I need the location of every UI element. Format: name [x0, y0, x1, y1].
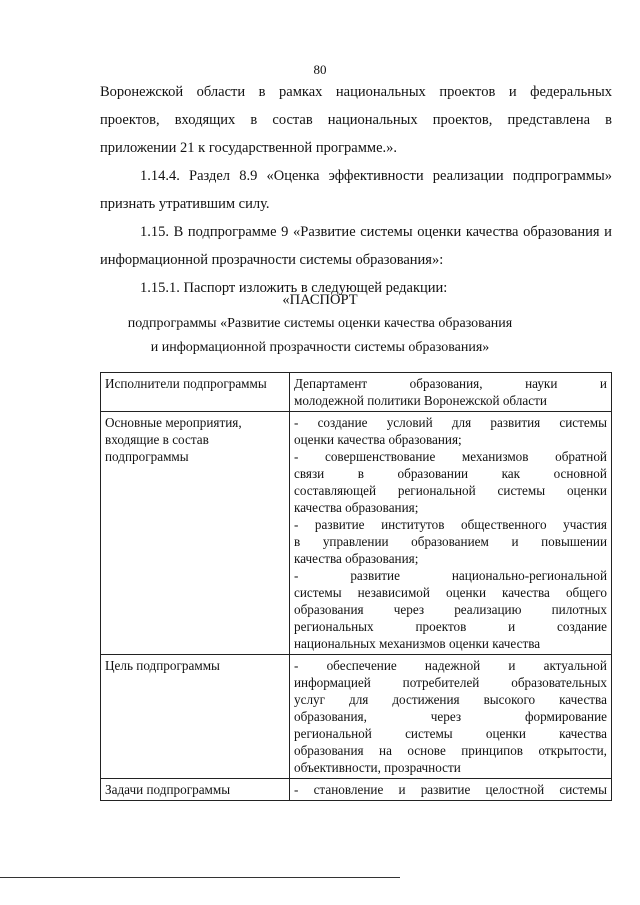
passport-subtitle-line-2: и информационной прозрачности системы образования» [150, 340, 490, 355]
row-label: Цель подпрограммы [101, 655, 290, 779]
table-row [101, 779, 612, 801]
row-content: - обеспечение надежной и актуальной информацией потребителей образовательных услуг для достижения высокого качества образования, через формирование региональной системы оценки качества образования на основе принципов открытости, объективности, прозрачности [290, 655, 612, 779]
paragraph-line: проектов, входящих в состав национальных проектов, представлена в [100, 112, 612, 128]
paragraph-line: приложении 21 к государственной программе.». [100, 140, 398, 156]
row-content: - становление и развитие целостной системы [290, 779, 612, 801]
table-row [101, 655, 612, 779]
passport-table [100, 372, 612, 801]
table-row [101, 373, 612, 412]
row-label: Основные мероприятия, входящие в состав подпрограммы [101, 412, 290, 655]
paragraph-line: 1.14.4. Раздел 8.9 «Оценка эффективности реализации подпрограммы» [140, 168, 612, 184]
footer-rule [0, 877, 400, 878]
paragraph-line: информационной прозрачности системы образования»: [100, 252, 444, 268]
paragraph-line: 1.15.1. Паспорт изложить в следующей редакции: [140, 280, 448, 296]
table-row [101, 412, 612, 655]
paragraph-line: Воронежской области в рамках национальных проектов и федеральных [100, 84, 612, 100]
row-label: Исполнители подпрограммы [101, 373, 290, 412]
page-number: 80 [313, 62, 327, 77]
passport-subtitle: подпрограммы «Развитие системы оценки качества образования [127, 316, 513, 331]
passport-title: «ПАСПОРТ [282, 292, 358, 308]
paragraph-line: 1.15. В подпрограмме 9 «Развитие системы оценки качества образования и [140, 224, 612, 240]
row-content: - создание условий для развития системы оценки качества образования; - совершенствование механизмов обратной связи в образовании как основной составляющей региональной системы оценки качества образования; - развитие институтов общественного участия в управлении образованием и повышении качества образования; - развитие национально-региональной системы независимой оценки качества общего образования через реализацию пилотных региональных проектов и создание национальных механизмов оценки качества [290, 412, 612, 655]
paragraph-line: признать утратившим силу. [100, 196, 270, 212]
row-label: Задачи подпрограммы [101, 779, 290, 801]
row-content: Департамент образования, науки и молодежной политики Воронежской области [290, 373, 612, 412]
